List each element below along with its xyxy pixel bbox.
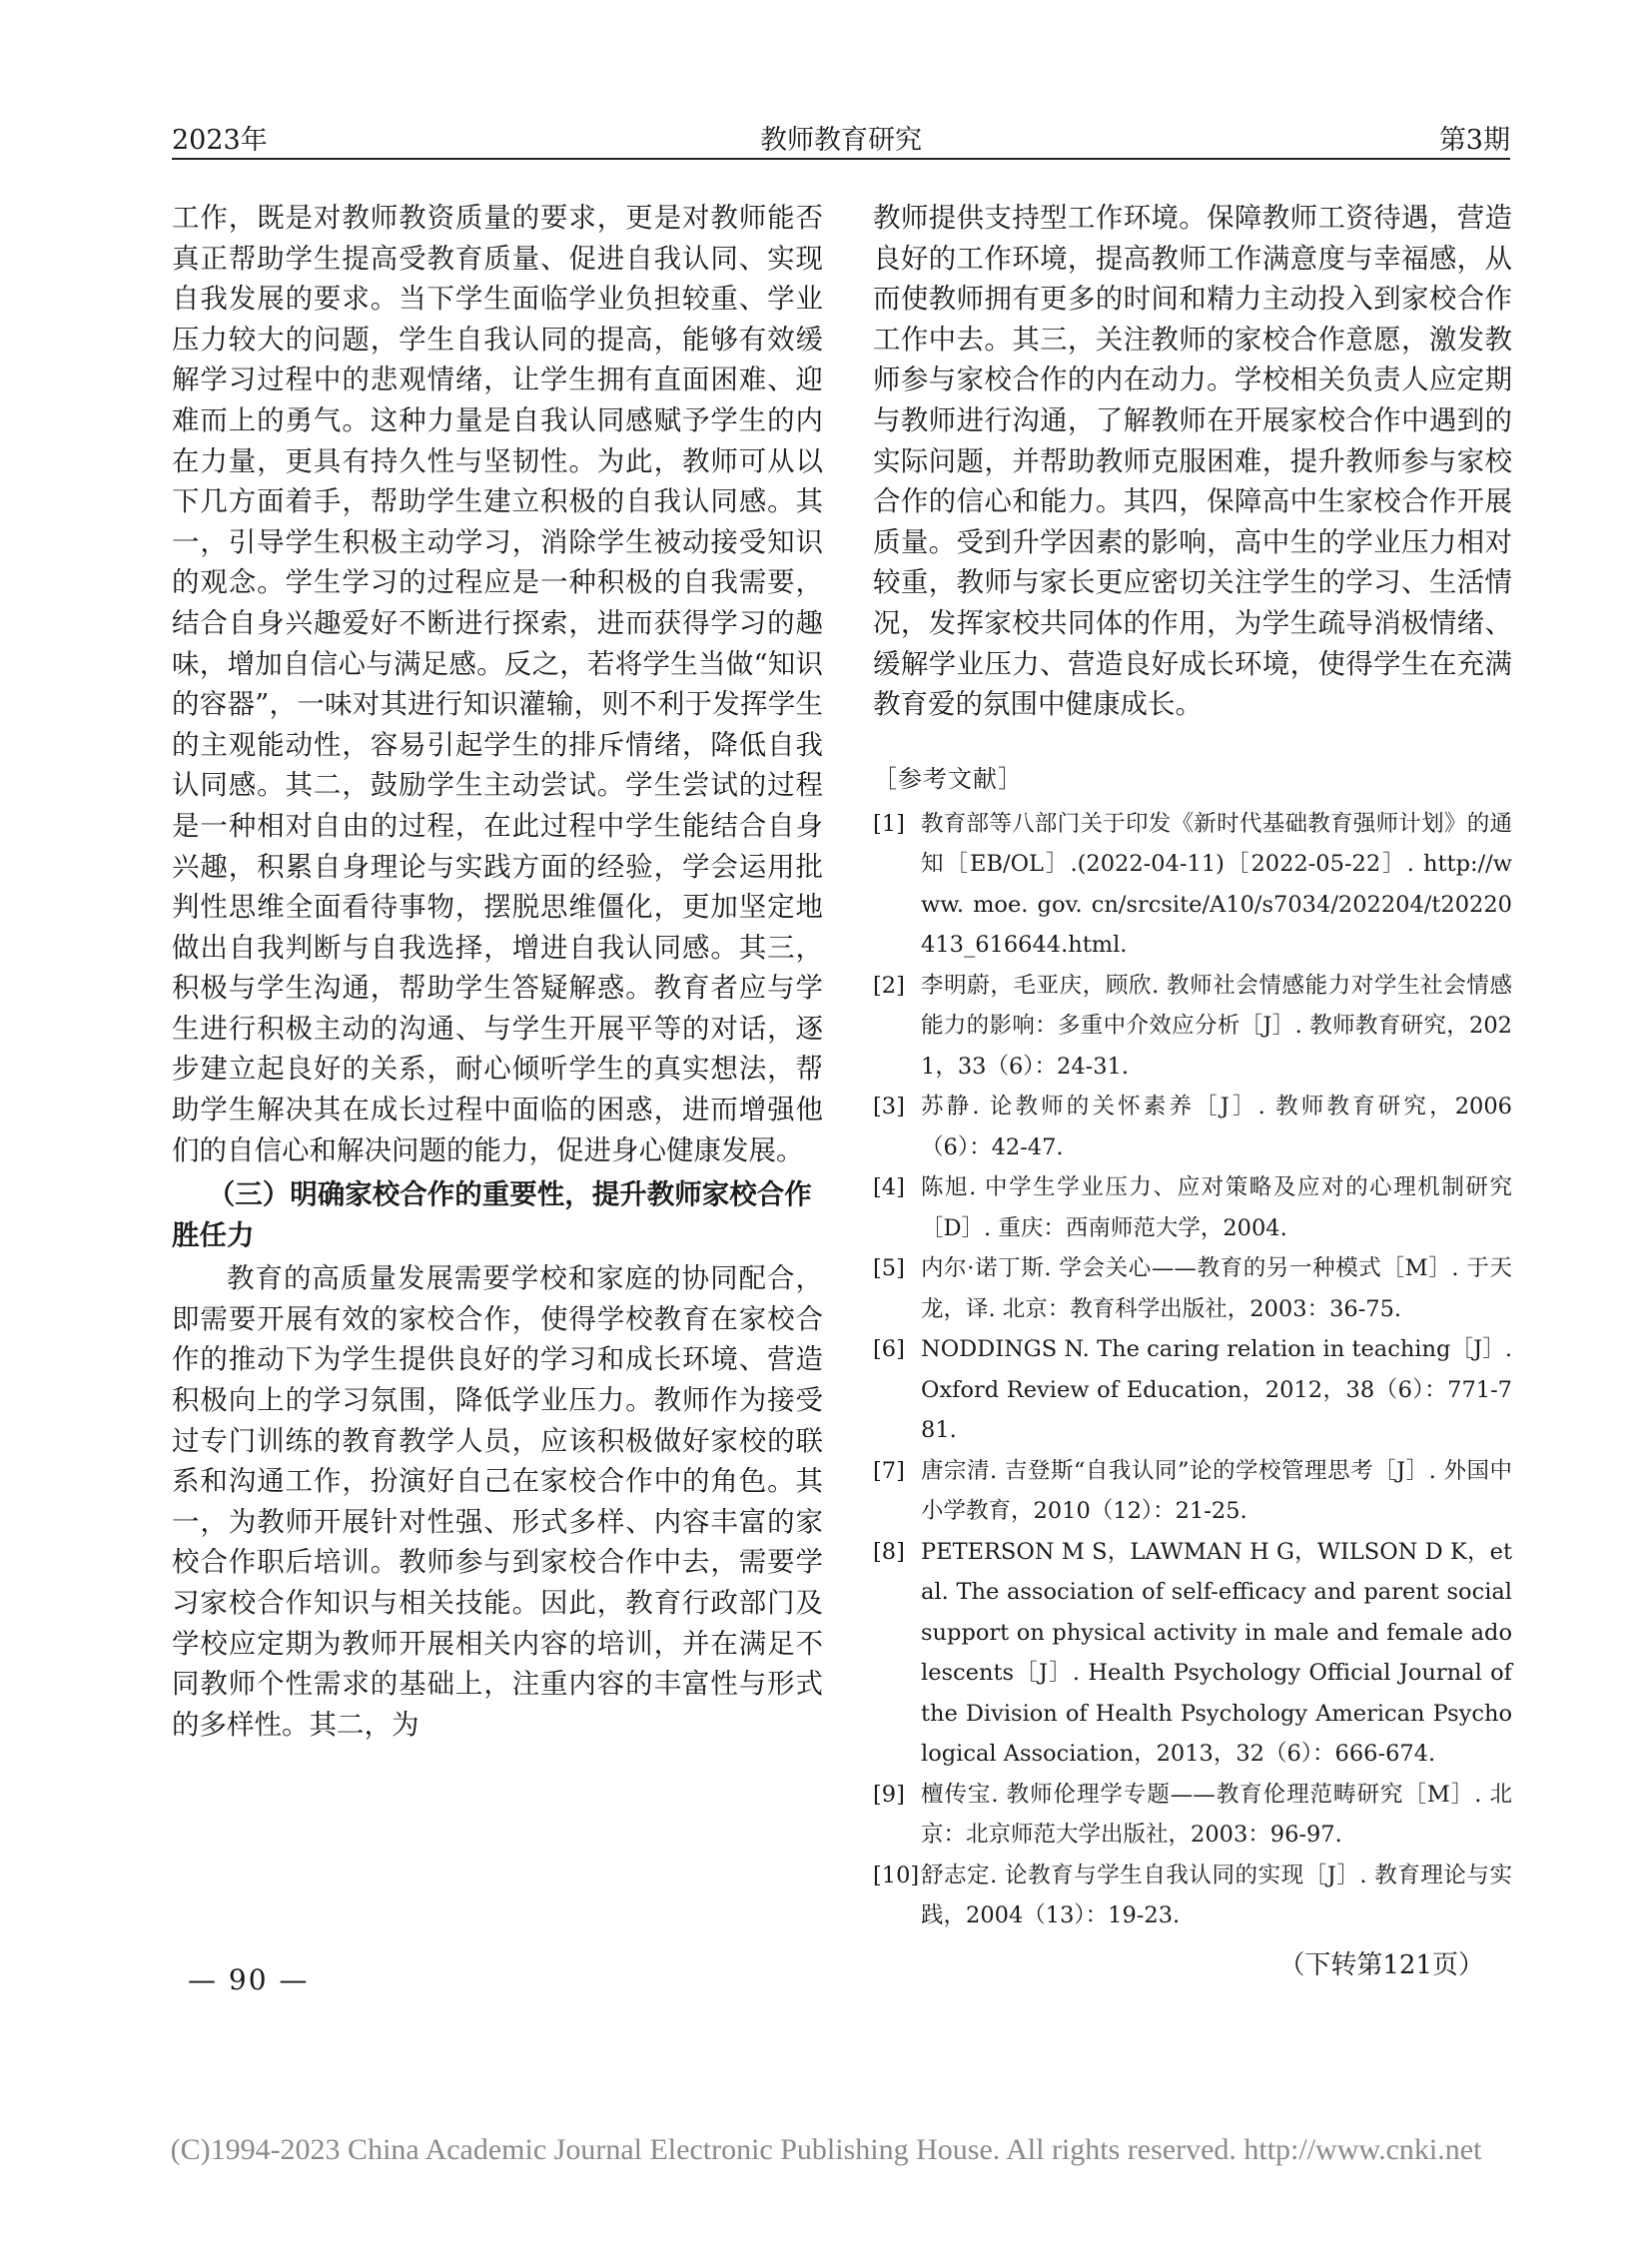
reference-item xyxy=(873,1856,1512,1936)
reference-number: [8] xyxy=(873,1538,905,1565)
reference-item xyxy=(873,1087,1512,1167)
reference-text: 舒志定. 论教育与学生自我认同的实现［J］. 教育理论与实践，2004（13）：19-23. xyxy=(921,1862,1512,1929)
reference-text: PETERSON M S，LAWMAN H G，WILSON D K，et al. The association of self-efficacy and parent social support on physical activity in male and female adolescents［J］. Health Psychology Official Journal of the Division of Health Psychology American Psychological Association，2013，32（6）：666-674. xyxy=(921,1538,1512,1768)
copyright-footer: (C)1994-2023 China Academic Journal Electronic Publishing House. All rights reserved. http://www.cnki.net xyxy=(170,2133,1482,2166)
continued-note: （下转第121页） xyxy=(1278,1949,1484,1980)
body-paragraph: 教育的高质量发展需要学校和家庭的协同配合，即需要开展有效的家校合作，使得学校教育在家校合作的推动下为学生提供良好的学习和成长环境、营造积极向上的学习氛围，降低学业压力。教师作为接受过专门训练的教育教学人员，应该积极做好家校的联系和沟通工作，扮演好自己在家校合作中的角色。其一，为教师开展针对性强、形式多样、内容丰富的家校合作职后培训。教师参与到家校合作中去，需要学习家校合作知识与相关技能。因此，教育行政部门及学校应定期为教师开展相关内容的培训，并在满足不同教师个性需求的基础上，注重内容的丰富性与形式的多样性。其二，为 xyxy=(172,1262,823,1741)
reference-number: [3] xyxy=(873,1094,905,1120)
reference-text: 陈旭. 中学生学业压力、应对策略及应对的心理机制研究［D］. 重庆：西南师范大学，2004. xyxy=(921,1174,1512,1241)
reference-text: 唐宗清. 吉登斯“自我认同”论的学校管理思考［J］. 外国中小学教育，2010（12）：21-25. xyxy=(921,1457,1512,1525)
running-header xyxy=(172,118,1510,160)
reference-text: 李明蔚，毛亚庆，顾欣. 教师社会情感能力对学生社会情感能力的影响：多重中介效应分析［J］. 教师教育研究，2021，33（6）：24-31. xyxy=(921,972,1512,1080)
reference-item xyxy=(873,804,1512,966)
reference-number: [1] xyxy=(873,810,905,837)
reference-text: 内尔·诺丁斯. 学会关心——教育的另一种模式［M］. 于天龙，译. 北京：教育科学出版社，2003：36-75. xyxy=(921,1255,1512,1322)
reference-number: [5] xyxy=(873,1255,905,1282)
reference-text: NODDINGS N. The caring relation in teaching［J］. Oxford Review of Education，2012，38（6）：771-781. xyxy=(921,1336,1512,1444)
reference-number: [7] xyxy=(873,1457,905,1484)
body-paragraph: 工作，既是对教师教资质量的要求，更是对教师能否真正帮助学生提高受教育质量、促进自我认同、实现自我发展的要求。当下学生面临学业负担较重、学业压力较大的问题，学生自我认同的提高，能够有效缓解学习过程中的悲观情绪，让学生拥有直面困难、迎难而上的勇气。这种力量是自我认同感赋予学生的内在力量，更具有持久性与坚韧性。为此，教师可从以下几方面着手，帮助学生建立积极的自我认同感。其一，引导学生积极主动学习，消除学生被动接受知识的观念。学生学习的过程应是一种积极的自我需要，结合自身兴趣爱好不断进行探索，进而获得学习的趣味，增加自信心与满足感。反之，若将学生当做“知识的容器”，一味对其进行知识灌输，则不利于发挥学生的主观能动性，容易引起学生的排斥情绪，降低自我认同感。其二，鼓励学生主动尝试。学生尝试的过程是一种相对自由的过程，在此过程中学生能结合自身兴趣，积累自身理论与实践方面的经验，学会运用批判性思维全面看待事物，摆脱思维僵化，更加坚定地做出自我判断与自我选择，增进自我认同感。其三，积极与学生沟通，帮助学生答疑解惑。教育者应与学生进行积极主动的沟通、与学生开展平等的对话，逐步建立起良好的关系，耐心倾听学生的真实想法，帮助学生解决其在成长过程中面临的困惑，进而增强他们的自信心和解决问题的能力，促进身心健康发展。 xyxy=(172,202,823,1166)
reference-item xyxy=(873,1248,1512,1329)
reference-number: [6] xyxy=(873,1336,905,1363)
header-year: 2023年 xyxy=(172,125,268,156)
reference-number: [4] xyxy=(873,1174,905,1201)
right-column xyxy=(873,198,1512,1981)
reference-list xyxy=(873,804,1512,1936)
section-subheading: （三）明确家校合作的重要性，提升教师家校合作胜任力 xyxy=(172,1178,812,1252)
header-issue: 第3期 xyxy=(1438,125,1510,156)
reference-text: 教育部等八部门关于印发《新时代基础教育强师计划》的通知［EB/OL］.(2022-04-11)［2022-05-22］. http://www. moe. gov. cn/srcsite/A10/s7034/202204/t20220413_616644.html. xyxy=(921,810,1512,959)
reference-item xyxy=(873,1451,1512,1532)
reference-item xyxy=(873,1532,1512,1775)
body-paragraph: 教师提供支持型工作环境。保障教师工资待遇，营造良好的工作环境，提高教师工作满意度与幸福感，从而使教师拥有更多的时间和精力主动投入到家校合作工作中去。其三，关注教师的家校合作意愿，激发教师参与家校合作的内在动力。学校相关负责人应定期与教师进行沟通，了解教师在开展家校合作中遇到的实际问题，并帮助教师克服困难，提升教师参与家校合作的信心和能力。其四，保障高中生家校合作开展质量。受到升学因素的影响，高中生的学业压力相对较重，教师与家长更应密切关注学生的学习、生活情况，发挥家校共同体的作用，为学生疏导消极情绪、缓解学业压力、营造良好成长环境，使得学生在充满教育爱的氛围中健康成长。 xyxy=(873,202,1512,721)
reference-item xyxy=(873,966,1512,1088)
page-number: — 90 — xyxy=(188,1963,310,1996)
reference-text: 苏静. 论教师的关怀素养［J］. 教师教育研究，2006（6）：42-47. xyxy=(921,1094,1512,1160)
reference-item xyxy=(873,1167,1512,1248)
reference-number: [2] xyxy=(873,972,905,999)
reference-text: 檀传宝. 教师伦理学专题——教育伦理范畴研究［M］. 北京：北京师范大学出版社，2003：96-97. xyxy=(921,1781,1512,1849)
header-journal-title: 教师教育研究 xyxy=(760,125,922,156)
references-title: ［参考文献］ xyxy=(873,764,1023,793)
reference-number: [9] xyxy=(873,1781,905,1808)
reference-item xyxy=(873,1329,1512,1451)
reference-number: [10] xyxy=(873,1862,920,1888)
left-column xyxy=(172,198,823,1745)
reference-item xyxy=(873,1775,1512,1856)
